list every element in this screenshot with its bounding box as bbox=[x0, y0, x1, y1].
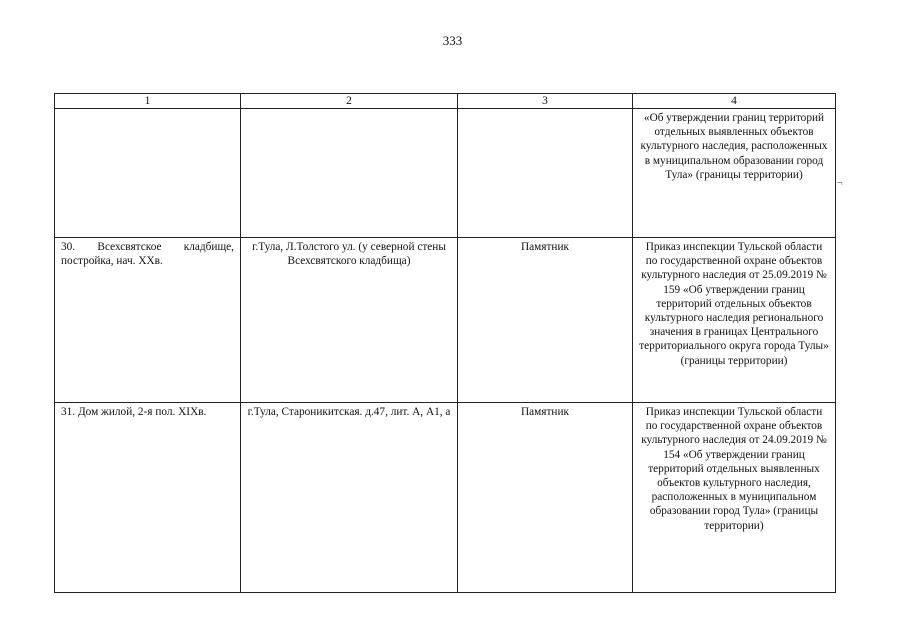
page-number: 333 bbox=[442, 33, 463, 48]
document-cell: Приказ инспекции Тульской области по государственной охране объектов культурного наследия от 24.09.2019 № 154 «Об утверждении границ территорий отдельных выявленных объектов культурного наследия, расположенных в муниципальном образовании город Тула» (границы территории) bbox=[633, 403, 836, 593]
category-cell bbox=[458, 109, 633, 238]
address-cell bbox=[241, 109, 458, 238]
category-cell: Памятник bbox=[458, 403, 633, 593]
address-cell: г.Тула, Староникитская. д.47, лит. А, А1, а bbox=[241, 403, 458, 593]
table-header-row bbox=[55, 94, 836, 109]
scan-mark: ¬ bbox=[837, 178, 843, 189]
document-cell: «Об утверждении границ территорий отдельных выявленных объектов культурного наследия, расположенных в муниципальном образовании город Тула» (границы территории) bbox=[633, 109, 836, 238]
category-cell: Памятник bbox=[458, 238, 633, 403]
object-name-cell: 31. Дом жилой, 2-я пол. XIXв. bbox=[55, 403, 241, 593]
document-cell: Приказ инспекции Тульской области по государственной охране объектов культурного наследия от 25.09.2019 № 159 «Об утверждении границ территорий отдельных объектов культурного наследия регионального значения в границах Центрального территориального округа города Тулы» (границы территории) bbox=[633, 238, 836, 403]
object-name-cell bbox=[55, 109, 241, 238]
column-header-2: 2 bbox=[241, 94, 458, 109]
column-header-3: 3 bbox=[458, 94, 633, 109]
column-header-4: 4 bbox=[633, 94, 836, 109]
address-cell: г.Тула, Л.Толстого ул. (у северной стены Всехсвятского кладбища) bbox=[241, 238, 458, 403]
table-row bbox=[55, 238, 836, 403]
table-row bbox=[55, 109, 836, 238]
column-header-1: 1 bbox=[55, 94, 241, 109]
heritage-table bbox=[54, 93, 836, 593]
object-name-cell: 30. Всехсвятское кладбище, постройка, нач. XXв. bbox=[55, 238, 241, 403]
table-row bbox=[55, 403, 836, 593]
